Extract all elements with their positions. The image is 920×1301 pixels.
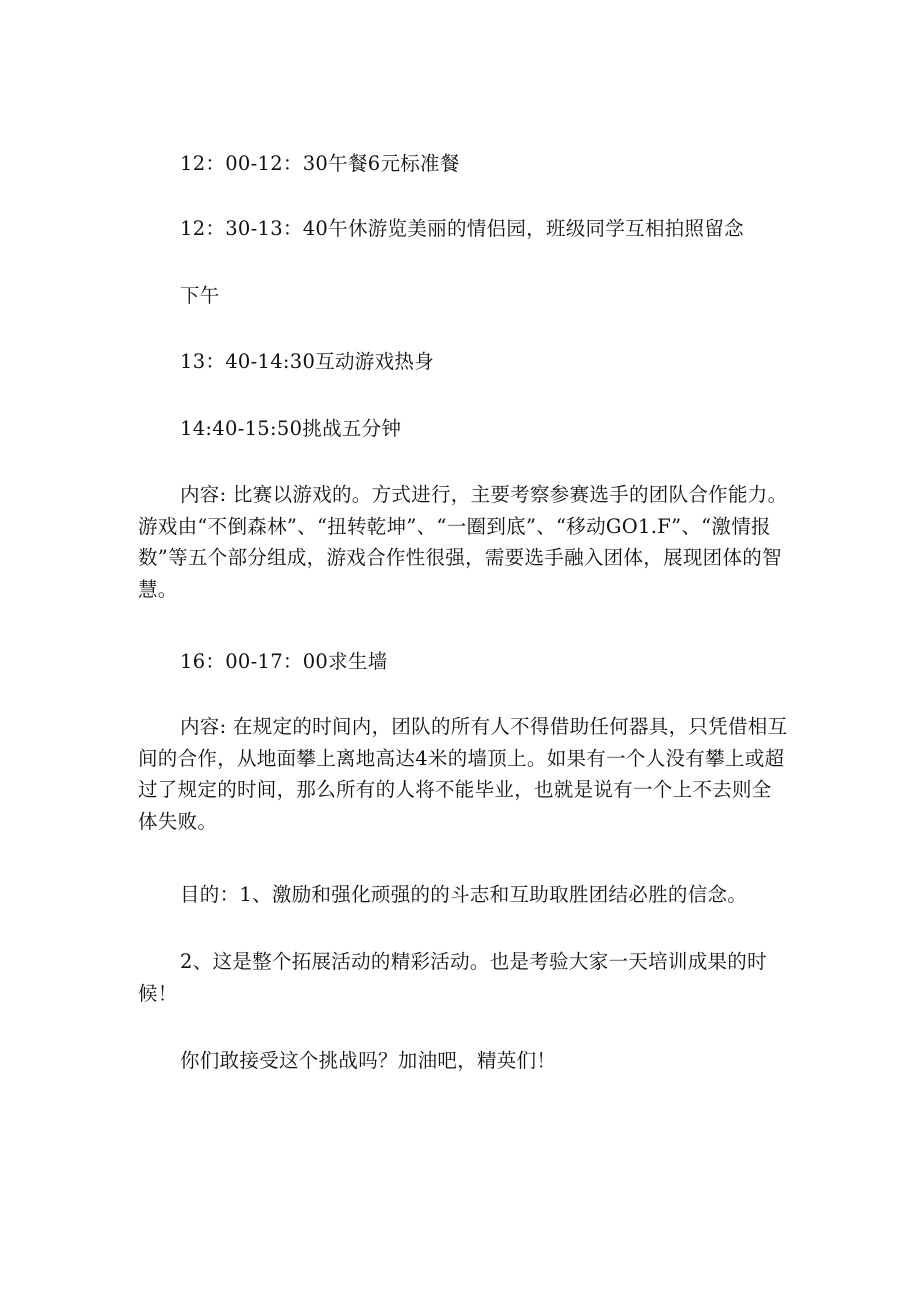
schedule-lunch: 12：00-12：30午餐6元标准餐 bbox=[180, 152, 460, 175]
paragraph-challenge-content: 内容: 比赛以游戏的。方式进行，主要考察参赛选手的团队合作能力。游戏由“不倒森林”、“扭转乾坤”、“一圈到底”、“移动GO1.F”、“激情报数”等五个部分组成，游戏合作性很强，需要选手融入团体，展现团体的智慧。 bbox=[138, 483, 788, 601]
paragraph-closing: 你们敢接受这个挑战吗？加油吧，精英们！ bbox=[180, 1049, 557, 1072]
paragraph-wall-content: 内容: 在规定的时间内，团队的所有人不得借助任何器具，只凭借相互间的合作，从地面攀上离地高达4米的墙顶上。如果有一个人没有攀上或超过了规定的时间，那么所有的人将不能毕业，也就是说有一个上不去则全体失败。 bbox=[138, 715, 788, 833]
schedule-survival-wall: 16：00-17：00求生墙 bbox=[180, 650, 388, 673]
schedule-warmup: 13：40-14:30互动游戏热身 bbox=[180, 350, 435, 373]
paragraph-purpose-2: 2、这是整个拓展活动的精彩活动。也是考验大家一天培训成果的时候！ bbox=[138, 950, 767, 1005]
paragraph-purpose-1: 目的：1、激励和强化顽强的的斗志和互助取胜团结必胜的信念。 bbox=[180, 883, 748, 906]
schedule-five-minute-challenge: 14:40-15:50挑战五分钟 bbox=[180, 417, 402, 440]
schedule-noon-break: 12：30-13：40午休游览美丽的情侣园，班级同学互相拍照留念 bbox=[180, 217, 744, 240]
section-afternoon: 下午 bbox=[180, 284, 220, 307]
